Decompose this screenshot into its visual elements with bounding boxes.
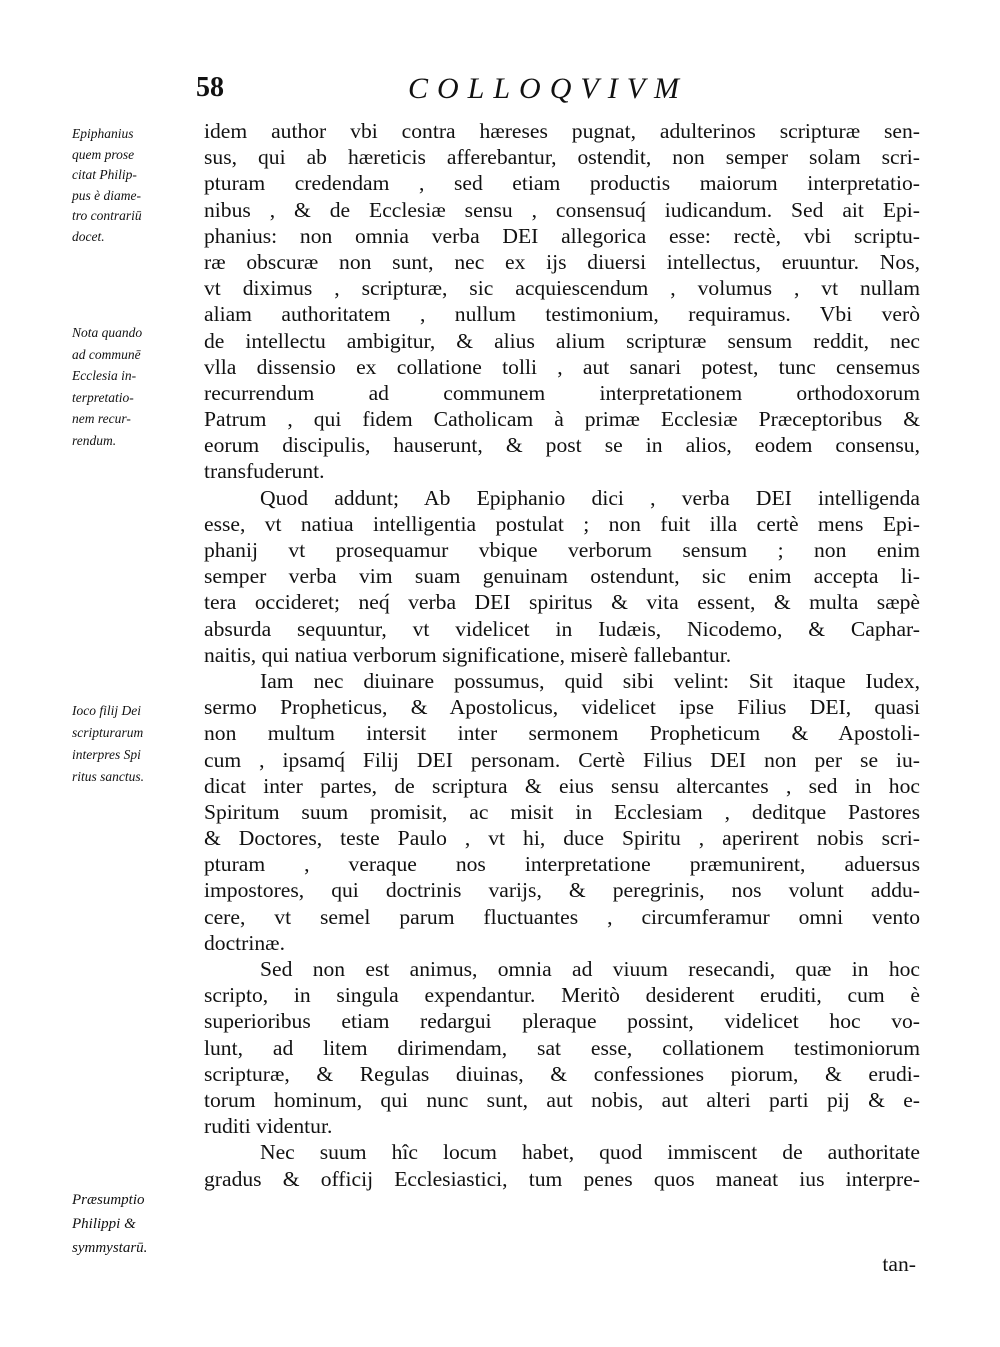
catchword: tan-	[882, 1252, 916, 1276]
margin-note-line: Philippi &	[72, 1216, 136, 1232]
margin-note-line: Epiphanius	[72, 126, 134, 141]
margin-note-line: Nota quando	[72, 325, 143, 340]
main-text	[204, 118, 920, 1192]
margin-note-line: interpres Spi	[72, 747, 141, 762]
text-line: doctrinæ.	[204, 930, 285, 955]
text-line: vt diximus , scripturæ, sic acquiescendum , volumus , vt nullam	[204, 276, 920, 301]
text-line: dicat inter partes, de scriptura & eius sensu altercantes , sed in hoc	[204, 773, 920, 798]
text-line: nibus , & de Ecclesiæ sensu , consensuq́ iudicandum. Sed ait Epi-	[204, 197, 920, 222]
text-line: sermo Propheticus, & Apostolicus, videlicet ipse Filius DEI, quasi	[204, 695, 920, 720]
margin-note-line: Ioco filij Dei	[72, 703, 141, 718]
margin-note-nota-quando	[72, 322, 204, 451]
margin-note-line: scripturarum	[72, 725, 144, 740]
text-line: phanij vt prosequamur vbique verborum sensum ; non enim	[204, 538, 920, 562]
margin-note-line: tro contrariū	[72, 208, 142, 223]
margin-note-line: ritus sanctus.	[72, 769, 145, 784]
text-line: pturam credendam , sed etiam productis maiorum interpretatio-	[204, 171, 920, 196]
text-line: Quod addunt; Ab Epiphanio dici , verba DEI intelligenda	[260, 485, 920, 510]
margin-note-line: docet.	[72, 228, 105, 244]
text-line: esse, vt natiua intelligentia postulat ; non fuit illa certè mens Epi-	[204, 511, 920, 536]
text-line: recurrendum ad communem interpretationem orthodoxorum	[204, 380, 920, 405]
text-line: idem author vbi contra hæreses pugnat, adulterinos scripturæ sen-	[204, 119, 920, 143]
text-line: cere, vt semel parum fluctuantes , circumferamur omni vento	[204, 904, 920, 929]
text-line: Spiritum suum promisit, ac misit in Ecclesiam , deditque Pastores	[204, 799, 920, 824]
text-line: aliam authoritatem , nullum testimonium, requiramus. Vbi verò	[204, 302, 920, 327]
margin-note-line: rendum.	[72, 432, 117, 448]
text-line: absurda sequuntur, vt videlicet in Iudæis, Nicodemo, & Caphar-	[204, 616, 920, 641]
text-line: & Doctores, teste Paulo , vt hi, duce Spiritu , aperirent nobis scri-	[204, 826, 920, 851]
margin-note-line: Præsumptio	[72, 1192, 145, 1208]
text-line: naitis, qui natiua verborum significatione, miserè fallebantur.	[204, 642, 732, 667]
margin-note-epiphanius	[72, 124, 204, 247]
text-line: Patrum , qui fidem Catholicam à primæ Ecclesiæ Præceptoribus &	[204, 407, 920, 432]
page-header	[0, 72, 1000, 112]
text-line: scripturæ, & Regulas diuinas, & confessiones piorum, & erudi-	[204, 1061, 920, 1086]
margin-note-line: nem recur-	[72, 411, 131, 426]
margin-note-line: symmystarū.	[72, 1240, 148, 1256]
text-line: ræ obscuræ non sunt, nec ex ijs diuersi intellectus, eruuntur. Nos,	[204, 249, 920, 274]
text-line: superioribus etiam redargui pleraque possint, videlicet hoc vo-	[204, 1009, 920, 1034]
text-line: Sed non est animus, omnia ad viuum resecandi, quæ in hoc	[260, 957, 920, 981]
text-line: eorum discipulis, hauserunt, & post se in alios, eodem consensu,	[204, 433, 920, 458]
margin-note-line: terpretatio-	[72, 389, 134, 405]
text-line: Iam nec diuinare possumus, quid sibi velint: Sit itaque Iudex,	[260, 668, 920, 693]
text-line: ruditi videntur.	[204, 1114, 333, 1139]
text-line: transfuderunt.	[204, 459, 325, 484]
margin-note-praesumptio	[72, 1188, 204, 1260]
text-line: scripto, in singula expendantur. Meritò desiderent eruditi, cum è	[204, 983, 920, 1008]
text-line: Nec suum hîc locum habet, quod immiscent de authoritate	[260, 1140, 920, 1165]
margin-note-line: ad communē	[72, 346, 141, 362]
margin-note-line: citat Philip-	[72, 167, 137, 182]
text-line: vlla dissensio ex collatione tolli , aut sanari potest, tunc censemus	[204, 354, 920, 379]
margin-note-line: Ecclesia in-	[72, 368, 137, 383]
running-title: COLLOQVIVM	[408, 72, 689, 105]
text-line: lunt, ad litem dirimendam, sat esse, collationem testimoniorum	[204, 1035, 920, 1060]
text-line: semper verba vim suam genuinam ostendunt, sic enim accepta li-	[204, 564, 920, 589]
text-line: pturam , veraque nos interpretatione præmunirent, aduersus	[204, 852, 920, 877]
text-line: sus, qui ab hæreticis afferebantur, ostendit, non semper solam scri-	[204, 145, 920, 170]
text-line: de intellectu ambigitur, & alius alium scripturæ sensum reddit, nec	[204, 328, 920, 353]
page-number: 58	[196, 72, 224, 103]
margin-note-line: pus è diame-	[72, 187, 141, 203]
text-line: tera occideret; neq́ verba DEI spiritus & vita essent, & multa sæpè	[204, 590, 920, 615]
text-line: gradus & officij Ecclesiastici, tum penes quos maneat ius interpre-	[204, 1166, 920, 1191]
text-line: cum , ipsamq́ Filij DEI personam. Certè Filius DEI non per se iu-	[204, 747, 920, 772]
margin-note-ioco-filij	[72, 700, 204, 788]
text-line: impostores, qui doctrinis varijs, & peregrinis, nos volunt addu-	[204, 878, 920, 903]
text-line: phanius: non omnia verba DEI allegorica esse: rectè, vbi scriptu-	[204, 223, 920, 248]
text-line: non multum intersit inter sermonem Propheticum & Apostoli-	[204, 721, 920, 746]
text-line: torum hominum, qui nunc sunt, aut nobis, aut alteri parti pij & e-	[204, 1087, 920, 1112]
margin-note-line: quem prose	[72, 146, 135, 162]
